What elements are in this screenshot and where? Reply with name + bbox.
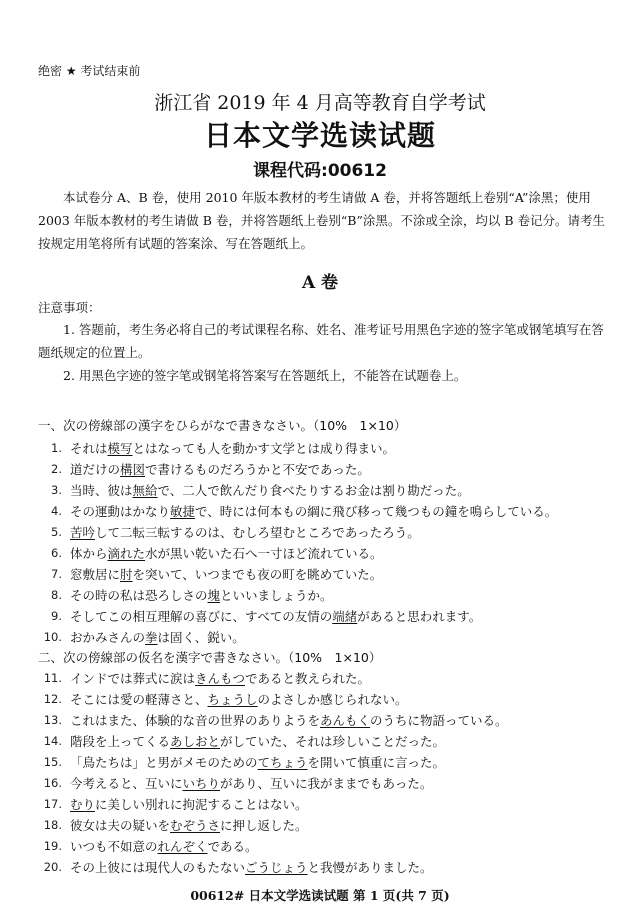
underlined-term: 肘 — [120, 567, 133, 582]
question-text-before: これはまた、体験的な音の世界のありようを — [70, 713, 321, 728]
question-text-after: を突いて、いつまでも夜の町を眺めていた。 — [132, 567, 383, 582]
question-text-after: で、時には何本もの綱に飛び移って幾つもの鐘を鳴らしている。 — [195, 504, 558, 519]
question-number: 13. — [43, 713, 62, 727]
underlined-term: むり — [70, 797, 96, 812]
question-item — [38, 480, 628, 501]
question-number: 18. — [43, 818, 62, 832]
underlined-term: てちょう — [257, 755, 308, 770]
question-text-before: それは — [70, 441, 108, 456]
question-number: 3. — [51, 483, 62, 497]
underlined-term: ごうじょう — [245, 860, 308, 875]
question-text-before: 彼女は夫の疑いを — [70, 818, 171, 833]
question-text-before: そしてこの相互理解の喜びに、すべての友情の — [70, 609, 333, 624]
question-text-before: 当時、彼は — [70, 483, 133, 498]
question-item — [38, 522, 628, 543]
question-number: 14. — [43, 734, 62, 748]
question-text-after: であると教えられた。 — [245, 671, 371, 686]
question-text-before: そこには愛の軽薄さと、 — [70, 692, 208, 707]
question-text-before: その時の私は恐ろしさの — [70, 588, 208, 603]
question-text-before: 今考えると、互いに — [70, 776, 183, 791]
question-item — [38, 794, 628, 815]
question-text-after: は固く、鋭い。 — [157, 630, 245, 645]
question-item — [38, 438, 628, 459]
question-number: 12. — [43, 692, 62, 706]
underlined-term: 苦吟 — [70, 525, 96, 540]
question-text-before: 窓敷居に — [70, 567, 121, 582]
question-text-after: である。 — [207, 839, 258, 854]
question-text — [70, 710, 628, 731]
question-text — [70, 522, 628, 543]
question-text-after: で、二人で飲んだり食べたりするお金は割り勘だった。 — [157, 483, 470, 498]
underlined-term: 塊 — [207, 588, 221, 603]
question-text-after: 水が黒い乾いた石へ一寸ほど流れている。 — [145, 546, 383, 561]
question-text-before: 階段を上ってくる — [70, 734, 171, 749]
question-number: 5. — [51, 525, 62, 539]
question-text — [70, 689, 628, 710]
question-text-after: して二転三転するのは、むしろ望むところであったろう。 — [95, 525, 420, 540]
question-number: 6. — [51, 546, 62, 560]
question-number: 10. — [43, 630, 62, 644]
question-text-before: インドでは葬式に涙は — [70, 671, 196, 686]
question-number: 7. — [51, 567, 62, 581]
notice-heading: 注意事项： — [38, 300, 101, 315]
question-text — [70, 668, 628, 689]
question-item — [38, 836, 628, 857]
instructions-text: 本试卷分 A、B 卷，使用 2010 年版本教材的考生请做 A 卷，并将答题纸上卷别“A”涂黑；使用 2003 年版本教材的考生请做 B 卷，并将答题纸上卷别“B”涂黑。不涂或全涂，均以 B 卷记分。请考生按规定用笔将所有试题的答案涂、写在答题纸上。 — [38, 190, 606, 251]
confidential-mark: 绝密 ★ 考试结束前 — [38, 64, 141, 78]
notice-item: 2. 用黑色字迹的签字笔或钢笔将答案写在答题纸上，不能答在试题卷上。 — [63, 368, 467, 383]
question-text-before: 「鳥たちは」と男がメモのための — [70, 755, 258, 770]
question-number: 17. — [43, 797, 62, 811]
course-code: 课程代码:00612 — [253, 161, 387, 181]
question-text — [70, 438, 628, 459]
question-text-after: がしていた、それは珍しいことだった。 — [220, 734, 446, 749]
underlined-term: 構図 — [120, 462, 146, 477]
question-text-after: で書けるものだろうかと不安であった。 — [145, 462, 370, 477]
question-text — [70, 857, 628, 878]
question-number: 15. — [43, 755, 62, 769]
question-text-before: 体から — [70, 546, 108, 561]
question-number: 20. — [43, 860, 62, 874]
question-text-after: があると思われます。 — [357, 609, 482, 624]
question-item — [38, 501, 628, 522]
subject-title: 日本文学选读试题 — [203, 119, 436, 152]
underlined-term: 滴れた — [107, 546, 146, 561]
instructions — [38, 186, 612, 255]
question-text-after: といいましょうか。 — [220, 588, 333, 603]
question-number: 1. — [51, 441, 62, 455]
question-number: 9. — [51, 609, 62, 623]
question-item — [38, 689, 628, 710]
question-item — [38, 731, 628, 752]
question-text — [70, 564, 628, 585]
underlined-term: きんもつ — [195, 671, 246, 686]
question-item — [38, 627, 628, 648]
notice-list — [38, 318, 612, 387]
underlined-term: れんぞく — [157, 839, 208, 854]
question-text — [70, 627, 628, 648]
question-item — [38, 815, 628, 836]
section-title: A 卷 — [301, 273, 339, 293]
question-item — [38, 585, 628, 606]
question-item — [38, 710, 628, 731]
question-text — [70, 815, 628, 836]
underlined-term: 拳 — [145, 630, 158, 645]
question-number: 4. — [51, 504, 62, 518]
underlined-term: 模写 — [107, 441, 133, 456]
question-text — [70, 836, 628, 857]
part1-question-list — [38, 438, 628, 648]
question-number: 16. — [43, 776, 62, 790]
question-number: 8. — [51, 588, 62, 602]
question-text-after: のよさしか感じられない。 — [257, 692, 408, 707]
underlined-term: むぞうさ — [170, 818, 221, 833]
question-text — [70, 773, 628, 794]
notice-item: 1. 答题前，考生务必将自己的考试课程名称、姓名、准考证号用黑色字迹的签字笔或钢笔填写在答题纸规定的位置上。 — [38, 322, 604, 360]
question-number: 2. — [51, 462, 62, 476]
question-text — [70, 731, 628, 752]
question-text — [70, 606, 628, 627]
question-text-after: に押し返した。 — [220, 818, 308, 833]
question-item — [38, 543, 628, 564]
question-item — [38, 459, 628, 480]
question-text-after: とはなっても人を動かす文学とは成り得まい。 — [132, 441, 396, 456]
question-item — [38, 752, 628, 773]
question-text — [70, 585, 628, 606]
underlined-term: 無給 — [132, 483, 158, 498]
question-text-after: と我慢がありました。 — [307, 860, 433, 875]
part2-question-list — [38, 668, 628, 878]
underlined-term: 端緒 — [332, 609, 358, 624]
question-text-before: おかみさんの — [70, 630, 146, 645]
question-item — [38, 857, 628, 878]
question-text-after: があり、互いに我がままでもあった。 — [220, 776, 433, 791]
underlined-term: 敏捷 — [170, 504, 196, 519]
question-text-before: いつも不如意の — [70, 839, 158, 854]
question-item — [38, 564, 628, 585]
question-item — [38, 606, 628, 627]
exam-title: 浙江省 2019 年 4 月高等教育自学考试 — [154, 92, 486, 114]
underlined-term: あしおと — [170, 734, 221, 749]
question-text-before: 道だけの — [70, 462, 121, 477]
underlined-term: ちょうし — [207, 692, 258, 707]
part2-heading: 二、次の傍線部の仮名を漢字で書きなさい。（10% 1×10） — [38, 650, 382, 665]
question-number: 11. — [43, 671, 62, 685]
question-text — [70, 501, 628, 522]
question-item — [38, 668, 628, 689]
question-text — [70, 543, 628, 564]
question-number: 19. — [43, 839, 62, 853]
question-text — [70, 794, 628, 815]
page-footer: 00612# 日本文学选读试题 第 1 页(共 7 页) — [190, 888, 450, 903]
question-item — [38, 773, 628, 794]
underlined-term: あんもく — [320, 713, 371, 728]
question-text-before: その運動はかなり — [70, 504, 171, 519]
question-text — [70, 752, 628, 773]
question-text-after: のうちに物語っている。 — [370, 713, 508, 728]
question-text — [70, 459, 628, 480]
question-text — [70, 480, 628, 501]
underlined-term: いちり — [182, 776, 221, 791]
question-text-after: に美しい別れに拘泥することはない。 — [95, 797, 308, 812]
question-text-after: を開いて慎重に言った。 — [307, 755, 446, 770]
question-text-before: その上彼には現代人のもたない — [70, 860, 246, 875]
part1-heading: 一、次の傍線部の漢字をひらがなで書きなさい。（10% 1×10） — [38, 418, 407, 433]
